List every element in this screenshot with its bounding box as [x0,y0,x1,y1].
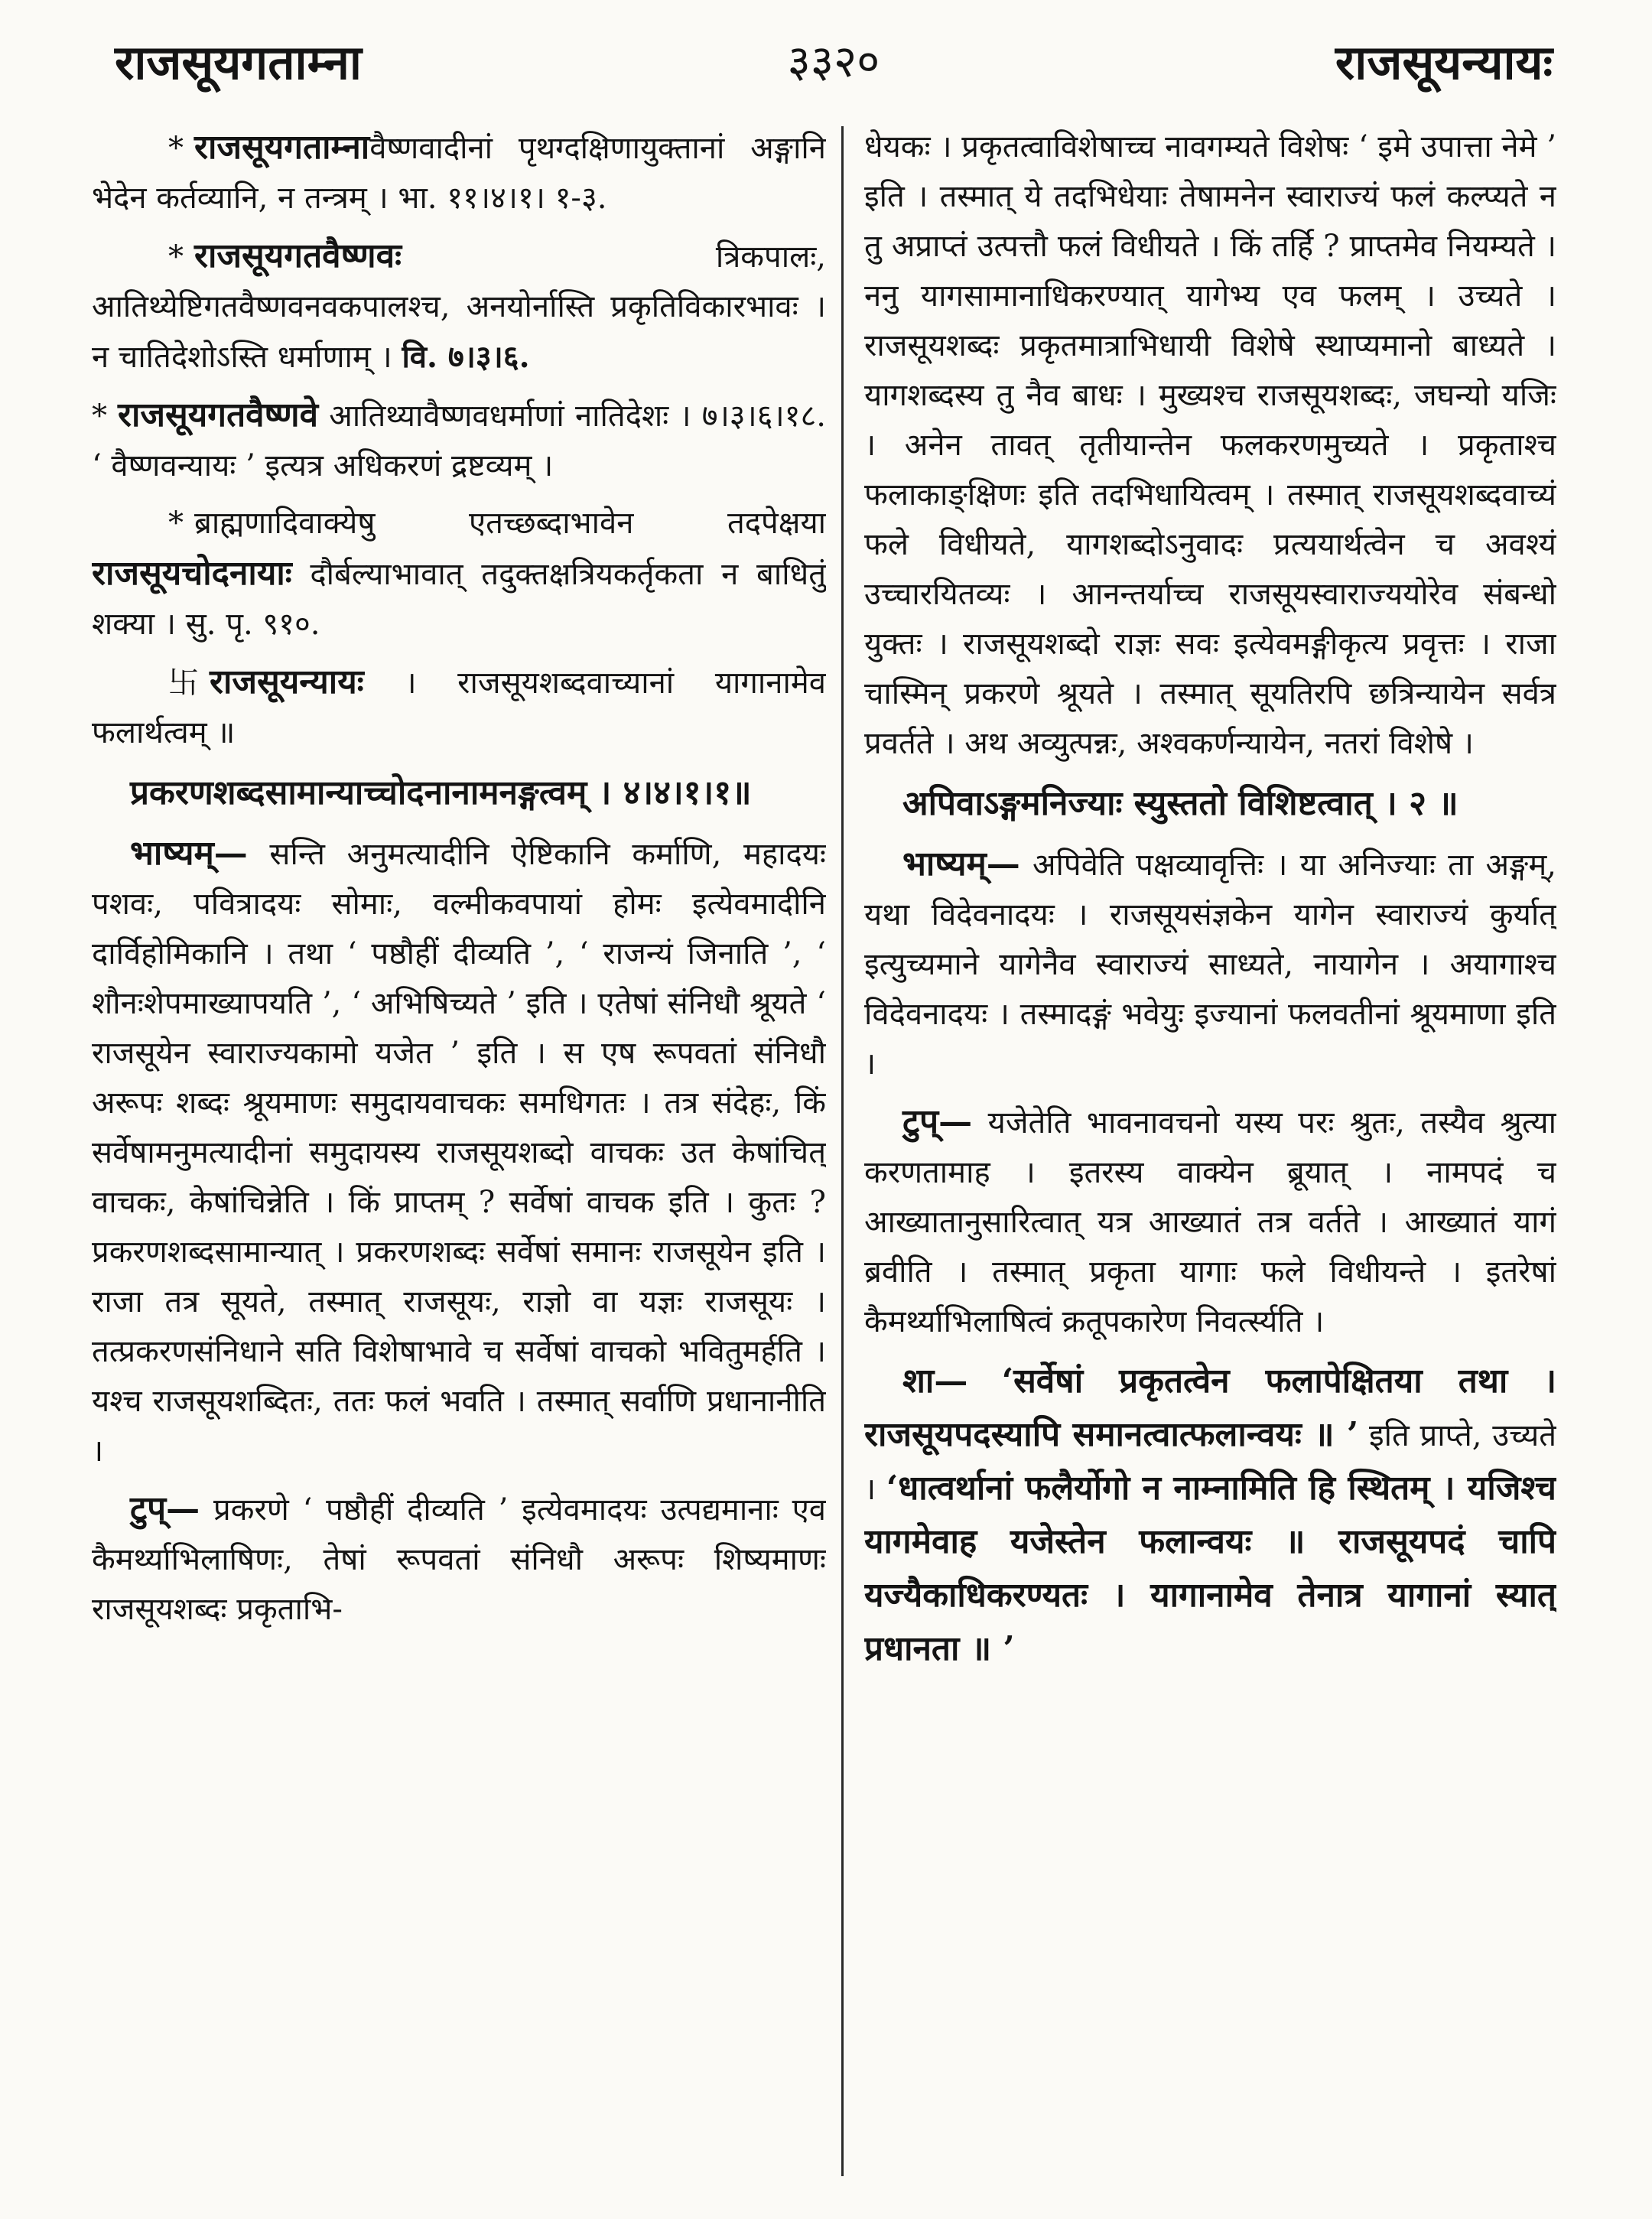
entry-rajasuya-nyaya [92,657,826,758]
left-column [92,122,826,2180]
entry-rajasuya-chodana [92,499,826,649]
verse-two: ‘धात्वर्थानां फलैर्योगो न नाम्नामिति हि स्थितम् । यजिश्च यागमेवाह यजेस्तेन फलान्वयः ॥ राजसूयपदं चापि यज्यैकाधिकरण्यतः । यागानामेव तेनात्र यागानां स्यात् प्रधानता ॥ ’ [864,1469,1556,1668]
verse-one: ‘सर्वेषां प्रकृतत्वेन फलापेक्षितया तथा । राजसूयपदस्यापि समानत्वात्फलान्वयः ॥ ’ [864,1362,1556,1454]
page-header [115,21,1553,106]
running-head-left: राजसूयगताम्ना [115,34,362,90]
bhashya-text: सन्ति अनुमत्यादीनि ऐष्टिकानि कर्माणि, महादयः पशवः, पवित्रादयः सोमाः, वल्मीकवपायां होमः इत्येवमादीनि दार्विहोमिकानि । तथा ‘ पष्ठौहीं दीव्यति ’, ‘ राजन्यं जिनाति ’, ‘ शौनःशेपमाख्यापयति ’, ‘ अभिषिच्यते ’ इति । एतेषां संनिधौ श्रूयते ‘ राजसूयेन स्वाराज्यकामो यजेत ’ इति । स एष रूपवतां संनिधौ अरूपः शब्दः श्रूयमाणः समुदायवाचकः समधिगतः । तत्र संदेहः, किं सर्वेषामनुमत्यादीनां समुदायस्य राजसूयशब्दो वाचकः उत केषांचित् वाचकः, केषांचिन्नेति । किं प्राप्तम् ? सर्वेषां वाचक इति । कुतः ? प्रकरणशब्दसामान्यात् । प्रकरणशब्दः सर्वेषां समानः राजसूयेन इति । राजा तत्र सूयते, तस्मात् राजसूयः, राज्ञो वा यज्ञः राजसूयः । तत्प्रकरणसंनिधाने सति विशेषाभावे च सर्वेषां वाचको भवितुमर्हति । यश्च राजसूयशब्दितः, ततः फलं भवति । तस्मात् सर्वाणि प्रधानानीति । [92,837,826,1469]
tup-label: टुप्— [902,1102,973,1141]
tup-text: यजेतेति भावनावचनो यस्य परः श्रुतः, तस्यैव श्रुत्या करणतामाह । इतरस्य वाक्येन ब्रूयात् । नामपदं च आख्यातानुसारित्वात् यत्र आख्यातं तत्र वर्तते । आख्यातं यागं ब्रवीति । तस्मात् प्रकृता यागाः फले विधीयन्ते । इतरेषां कैमर्थ्याभिलाषित्वं क्रतूपकारेण निवर्त्स्यति । [864,1105,1556,1339]
bhashya-label: भाष्यम्— [130,834,248,873]
entry-text: दौर्बल्याभावात् तदुक्तक्षत्रियकर्तृकता न बाधितुं शक्या । सु. पृ. ९१०. [92,557,826,642]
running-head-right: राजसूयन्यायः [1335,34,1553,90]
entry-text: । राजसूयशब्दवाच्यानां यागानामेव फलार्थत्वम् ॥ [92,665,826,750]
star-marker: * [92,399,107,434]
star-marker: * [168,506,184,541]
entry-text: त्रिकपालः, आतिथ्येष्टिगतवैष्णवनवकपालश्च, अनयोर्नास्ति प्रकृतिविकारभावः । न चातिदेशोऽस्ति धर्माणाम् । [92,239,826,375]
tup-text: प्रकरणे ‘ पष्ठौहीं दीव्यति ’ इत्येवमादयः उत्पद्यमानाः एव कैमर्थ्याभिलाषिणः, तेषां रूपवतां संनिधौ अरूपः शिष्यमाणः राजसूयशब्दः प्रकृताभि- [92,1492,826,1627]
star-marker: * [168,131,184,166]
entry-rajasuya-gatamna [92,122,826,223]
tup-paragraph [864,1097,1556,1347]
entry-term: राजसूयन्यायः [210,662,364,701]
sutra-heading: प्रकरणशब्दसामान्याच्चोदनानामनङ्गत्वम् । ४।४।१।१॥ [130,773,752,812]
entry-lead: ब्राह्मणादिवाक्येषु एतच्छब्दाभावेन तदपेक्षया [194,506,826,541]
sha-label: शा— [902,1362,968,1401]
entry-text: आतिथ्यावैष्णवधर्माणां नातिदेशः । ७।३।६।१८. ‘ वैष्णवन्यायः ’ इत्यत्र अधिकरणं द्रष्टव्यम् । [92,399,826,483]
tup-paragraph [92,1484,826,1635]
bhashya-paragraph [92,828,826,1476]
bhashya-label: भाष्यम्— [902,844,1020,883]
bhashya-text: अपिवेति पक्षव्यावृत्तिः । या अनिज्याः ता अङ्गम्, यथा विदेवनादयः । राजसूयसंज्ञकेन यागेन स्वाराज्यं कुर्यात् इत्युच्यमाने यागेनैव स्वाराज्यं साध्यते, नायागेन । अयागाश्च विदेवनादयः । तस्मादङ्गं भवेयुः इज्यानां फलवतीनां श्रूयमाणा इति । [864,848,1556,1082]
column-divider [841,126,844,2176]
entry-rajasuya-gata-vaishnave [92,390,826,491]
swastika-marker: 卐 [168,665,199,701]
entry-rajasuya-gata-vaishnava [92,231,826,382]
right-column [864,122,1556,2180]
entry-reference: वि. ७।३।६. [402,339,530,375]
sha-paragraph [864,1355,1556,1676]
entry-term: राजसूयगतवैष्णवे [118,395,319,434]
bhashya-paragraph [864,839,1556,1089]
entry-term: राजसूयगतवैष्णवः [194,236,402,275]
page-number: ३३२० [787,35,880,87]
sutra-heading: अपिवाऽङ्गमनिज्याः स्युस्ततो विशिष्टत्वात् । २ ॥ [902,784,1459,823]
star-marker: * [168,239,184,275]
verse-one-tail: इति प्राप्ते, उच्यते । [864,1418,1556,1507]
entry-term: राजसूयचोदनायाः [92,554,292,593]
entry-text: वैष्णवादीनां पृथग्दक्षिणायुक्तानां अङ्गानि भेदेन कर्तव्यानि, न तन्त्रम् । भा. ११।४।१। १-३. [92,131,826,216]
continued-paragraph: धेयकः । प्रकृतत्वाविशेषाच्च नावगम्यते विशेषः ‘ इमे उपात्ता नेमे ’ इति । तस्मात् ये तदभिधेयाः तेषामनेन स्वाराज्यं फलं कल्प्यते न तु अप्राप्तं उत्पत्तौ फलं विधीयते । किं तर्हि ? प्राप्तमेव नियम्यते । ननु यागसामानाधिकरण्यात् यागेभ्य एव फलम् । उच्यते । राजसूयशब्दः प्रकृतमात्राभिधायी विशेषे स्थाप्यमानो बाध्यते । यागशब्दस्य तु नैव बाधः । मुख्यश्च राजसूयशब्दः, जघन्यो यजिः । अनेन तावत् तृतीयान्तेन फलकरणमुच्यते । प्रकृताश्च फलाकाङ्क्षिणः इति तदभिधायित्वम् । तस्मात् राजसूयशब्दवाच्यं फले विधीयते, यागशब्दोऽनुवादः प्रत्ययार्थत्वेन च अवश्यं उच्चारयितव्यः । आनन्तर्याच्च राजसूयस्वाराज्ययोरेव संबन्धो युक्तः । राजसूयशब्दो राज्ञः सवः इत्येवमङ्गीकृत्य प्रवृत्तः । राजा चास्मिन् प्रकरणे श्रूयते । तस्मात् सूयतिरपि छत्रिन्यायेन सर्वत्र प्रवर्तते । अथ अव्युत्पन्नः, अश्वकर्णन्यायेन, नतरां विशेषे । [864,129,1556,761]
tup-label: टुप्— [130,1489,200,1528]
entry-term: राजसूयगताम्ना [194,128,370,167]
